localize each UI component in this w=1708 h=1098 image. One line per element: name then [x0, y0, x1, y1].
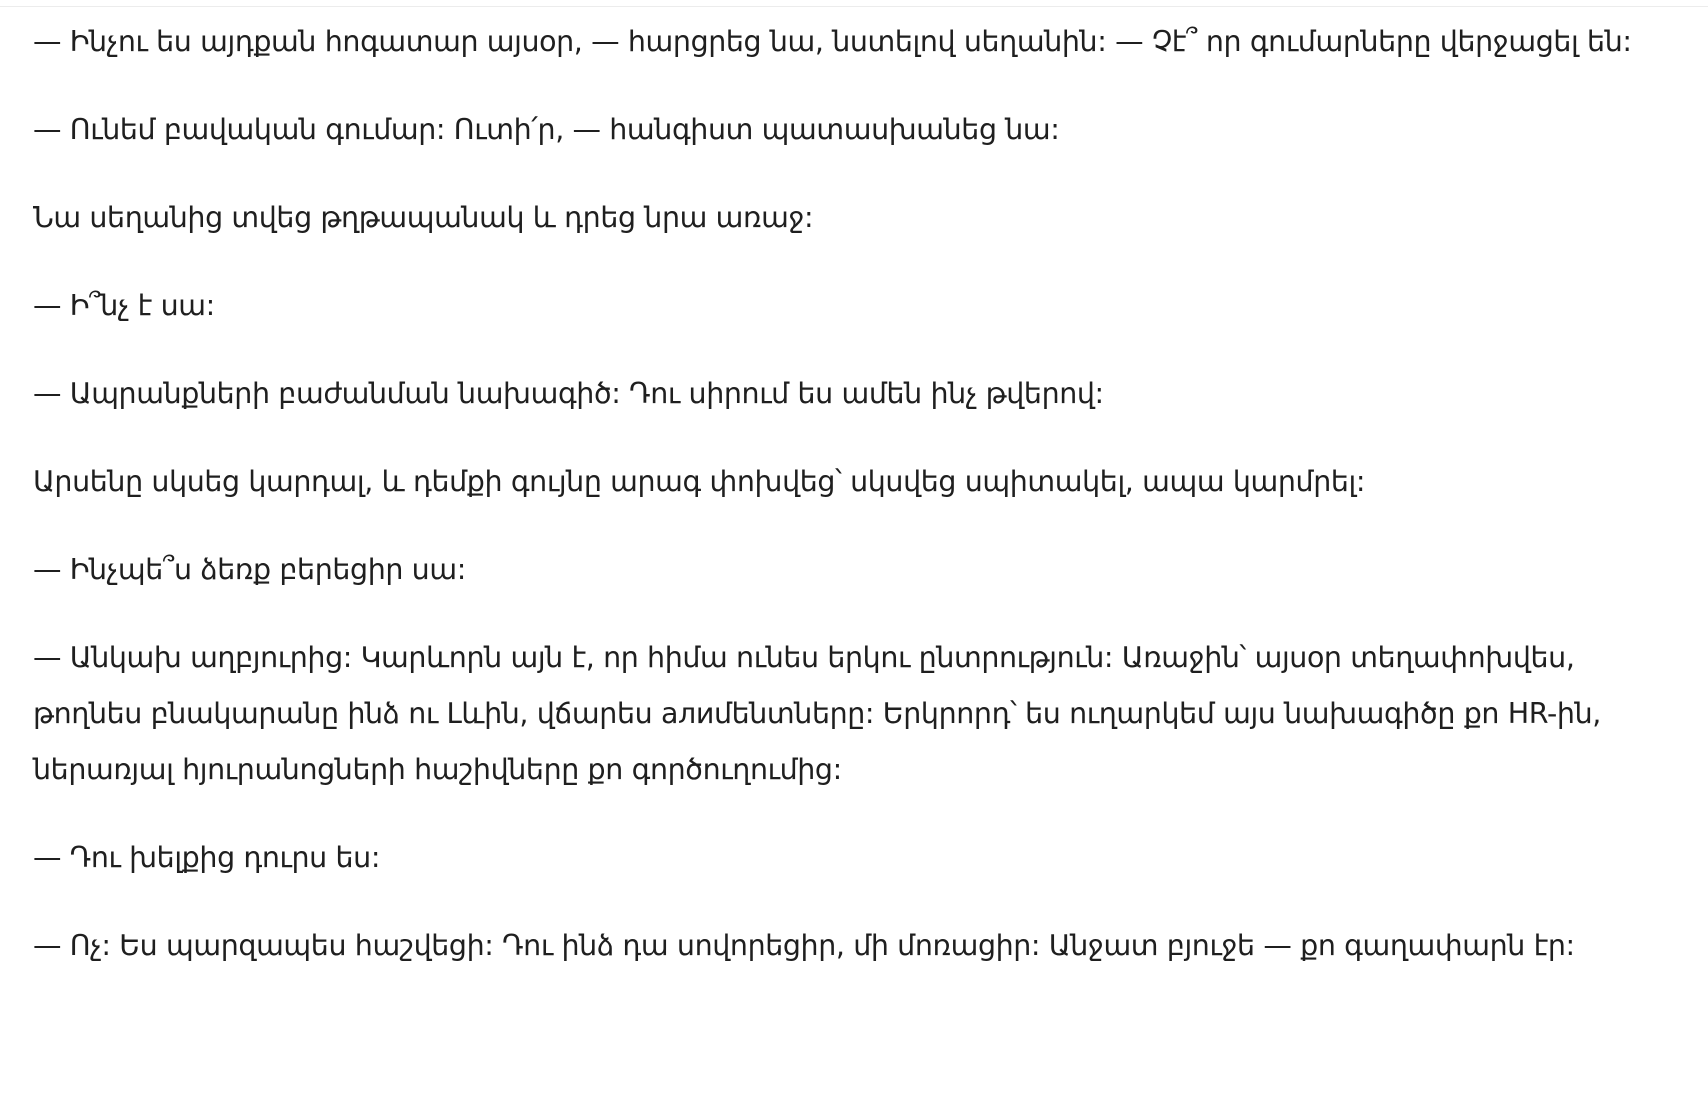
paragraph-5: — Ապրանքների բաժանման նախագիծ: Դու սիրում ես ամեն ինչ թվերով: [33, 377, 1104, 410]
paragraph-7: — Ինչպե՞ս ձեռք բերեցիր սա: [33, 553, 466, 586]
paragraph-8: — Անկախ աղբյուրից: Կարևորն այն է, որ հիմա ունես երկու ընտրություն: Առաջին՝ այսօր տեղափոխվես, թողնես բնակարանը ինձ ու Լևին, վճարես алиմենտները: Երկրորդ՝ ես ուղարկեմ այս նախագիծը քո HR-ին, ներառյալ հյուրանոցների հաշիվները քո գործուղումից: [33, 641, 1601, 786]
paragraph-3: Նա սեղանից տվեց թղթապանակ և դրեց նրա առաջ: [33, 201, 814, 234]
paragraph-9: — Դու խելքից դուրս ես: [33, 841, 381, 874]
paragraph-4: — Ի՞նչ է սա: [33, 289, 215, 322]
paragraph-10: — Ոչ: Ես պարզապես հաշվեցի: Դու ինձ դա սովորեցիր, մի մոռացիր: Անջատ բյուջե — քո գաղափարն էր: [33, 929, 1575, 962]
paragraph-1: — Ինչու ես այդքան հոգատար այսօր, — հարցրեց նա, նստելով սեղանին: — Չէ՞ որ գումարները վերջացել են: [33, 25, 1632, 58]
paragraph-2: — Ունեմ բավական գումար: Ուտի՛ր, — հանգիստ պատասխանեց նա: [33, 113, 1060, 146]
document-body [33, 14, 1633, 1006]
top-divider [0, 0, 1708, 7]
paragraph-6: Արսենը սկսեց կարդալ, և դեմքի գույնը արագ փոխվեց՝ սկսվեց սպիտակել, ապա կարմրել: [33, 465, 1366, 498]
